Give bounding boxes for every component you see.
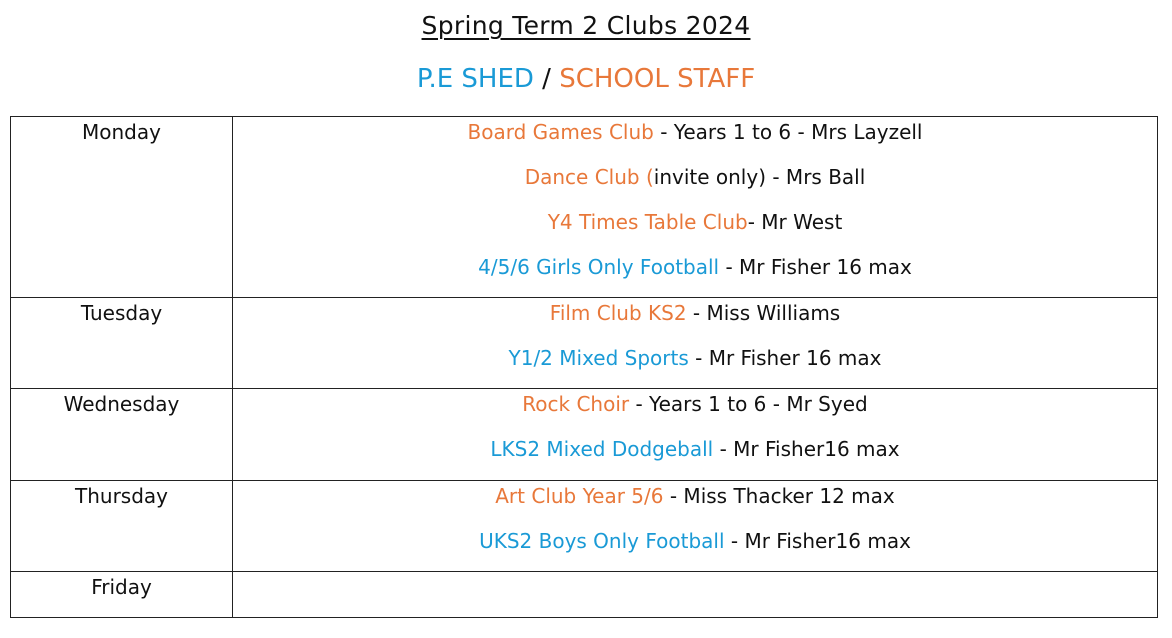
- club-detail: - Mr Fisher 16 max: [688, 346, 882, 370]
- club-entry: [233, 481, 1157, 511]
- schedule-row-friday: [11, 572, 1158, 618]
- day-cell: Thursday: [11, 481, 233, 572]
- club-detail: - Miss Williams: [686, 301, 841, 325]
- clubs-cell: [233, 298, 1158, 389]
- schedule-row-monday: [11, 117, 1158, 298]
- club-entry: [233, 117, 1157, 147]
- club-entry: [233, 252, 1157, 282]
- club-detail: - Mr Fisher16 max: [724, 529, 911, 553]
- page-title: Spring Term 2 Clubs 2024: [421, 11, 751, 40]
- club-detail: - Mr Fisher 16 max: [719, 255, 912, 279]
- club-entry: [233, 343, 1157, 373]
- club-name: Art Club Year 5/6: [495, 484, 664, 508]
- club-name: Board Games Club: [467, 120, 654, 144]
- day-cell: Monday: [11, 117, 233, 298]
- club-entry: [233, 298, 1157, 328]
- club-name: 4/5/6 Girls Only Football: [478, 255, 720, 279]
- club-name: Y4 Times Table Club: [547, 210, 748, 234]
- day-cell: Wednesday: [11, 389, 233, 481]
- club-entry: [233, 434, 1157, 464]
- schedule-row-tuesday: [11, 298, 1158, 389]
- schedule-row-wednesday: [11, 389, 1158, 481]
- club-name: LKS2 Mixed Dodgeball: [490, 437, 714, 461]
- club-name: UKS2 Boys Only Football: [479, 529, 725, 553]
- legend-school-staff: SCHOOL STAFF: [559, 64, 756, 94]
- clubs-cell: [233, 117, 1158, 298]
- club-detail: - Years 1 to 6 - Mrs Layzell: [653, 120, 923, 144]
- club-entry: [233, 389, 1157, 419]
- club-entry: [233, 207, 1157, 237]
- club-name: Rock Choir: [522, 392, 630, 416]
- club-detail: invite only) - Mrs Ball: [653, 165, 866, 189]
- clubs-cell: [233, 572, 1158, 618]
- day-cell: Friday: [11, 572, 233, 618]
- club-detail: - Miss Thacker 12 max: [663, 484, 895, 508]
- club-name: Dance Club (: [524, 165, 654, 189]
- legend-separator: /: [533, 64, 560, 94]
- clubs-cell: [233, 481, 1158, 572]
- legend-pe-shed: P.E SHED: [416, 64, 534, 94]
- provider-legend: [0, 60, 1172, 98]
- club-name: Y1/2 Mixed Sports: [508, 346, 689, 370]
- club-detail: - Mr Fisher16 max: [713, 437, 900, 461]
- clubs-cell: [233, 389, 1158, 481]
- club-name: Film Club KS2: [549, 301, 687, 325]
- club-detail: - Mr West: [747, 210, 843, 234]
- clubs-schedule-table: [10, 116, 1158, 618]
- club-detail: - Years 1 to 6 - Mr Syed: [629, 392, 868, 416]
- club-entry: [233, 526, 1157, 556]
- day-cell: Tuesday: [11, 298, 233, 389]
- schedule-row-thursday: [11, 481, 1158, 572]
- club-entry: [233, 162, 1157, 192]
